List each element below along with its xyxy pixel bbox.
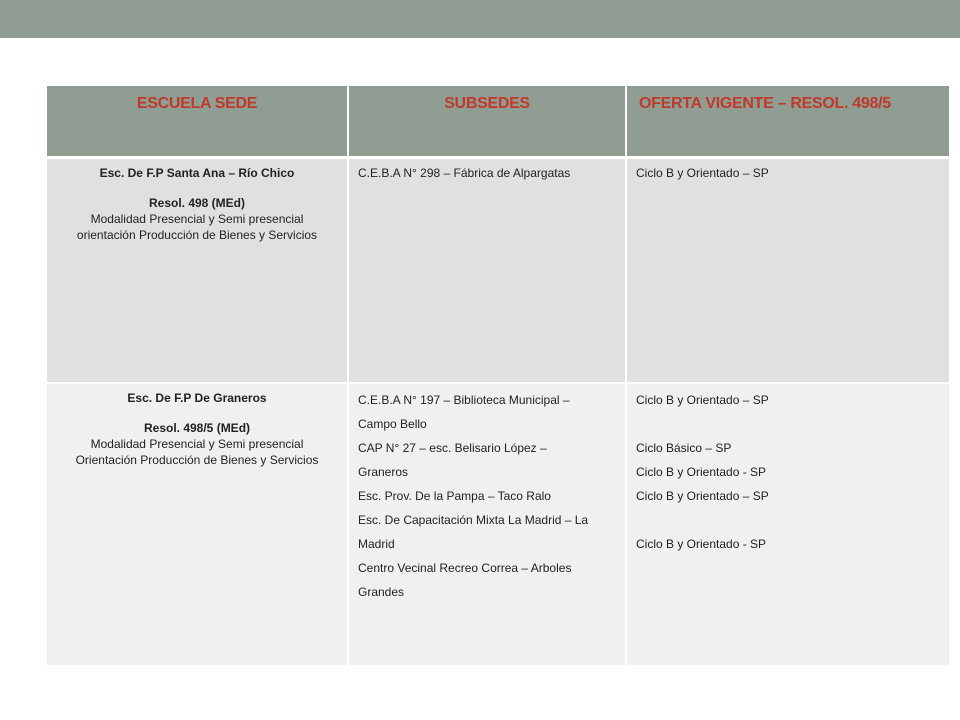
subsede-item: Graneros <box>358 465 409 479</box>
table-row <box>47 384 949 665</box>
subsede-item: Esc. De Capacitación Mixta La Madrid – La <box>358 513 589 527</box>
subsede-item: Madrid <box>358 537 395 551</box>
top-banner <box>0 0 960 38</box>
oferta-item: Ciclo B y Orientado – SP <box>636 489 769 503</box>
offer-table <box>47 86 949 665</box>
oferta-spacer <box>636 508 941 532</box>
ofertas-cell <box>627 159 949 382</box>
oferta-spacer <box>636 412 941 436</box>
header-subsedes: SUBSEDES <box>349 86 627 156</box>
sede-cell <box>47 159 349 382</box>
sede-cell <box>47 384 349 665</box>
subsede-item: Grandes <box>358 585 405 599</box>
oferta-item: Ciclo B y Orientado – SP <box>636 393 769 407</box>
subsedes-cell <box>349 384 627 665</box>
sede-orientation: orientación Producción de Bienes y Servicios <box>76 228 318 242</box>
oferta-item: Ciclo B y Orientado - SP <box>636 465 767 479</box>
subsede-item: CAP N° 27 – esc. Belisario López – <box>358 441 547 455</box>
oferta-item: Ciclo B y Orientado – SP <box>636 166 769 180</box>
subsede-item: Campo Bello <box>358 417 427 431</box>
subsede-item: C.E.B.A N° 298 – Fábrica de Alpargatas <box>358 166 571 180</box>
sede-orientation: Orientación Producción de Bienes y Servicios <box>75 453 319 467</box>
sede-modality: Modalidad Presencial y Semi presencial <box>90 437 304 451</box>
sede-title: Esc. De F.P Santa Ana – Río Chico <box>99 166 295 180</box>
sede-resolution: Resol. 498 (MEd) <box>148 196 246 210</box>
header-oferta-vigente: OFERTA VIGENTE – RESOL. 498/5 <box>639 95 891 112</box>
sede-modality: Modalidad Presencial y Semi presencial <box>90 212 304 226</box>
subsedes-cell <box>349 159 627 382</box>
subsede-item: Centro Vecinal Recreo Correa – Arboles <box>358 561 572 575</box>
sede-title: Esc. De F.P De Graneros <box>127 391 267 405</box>
subsede-item: C.E.B.A N° 197 – Biblioteca Municipal – <box>358 393 570 407</box>
table-row <box>47 159 949 384</box>
table-header-row <box>47 86 949 159</box>
oferta-item: Ciclo Básico – SP <box>636 441 732 455</box>
subsede-item: Esc. Prov. De la Pampa – Taco Ralo <box>358 489 551 503</box>
ofertas-cell <box>627 384 949 665</box>
sede-resolution: Resol. 498/5 (MEd) <box>143 421 251 435</box>
header-escuela-sede: ESCUELA SEDE <box>47 86 349 156</box>
oferta-item: Ciclo B y Orientado - SP <box>636 537 767 551</box>
